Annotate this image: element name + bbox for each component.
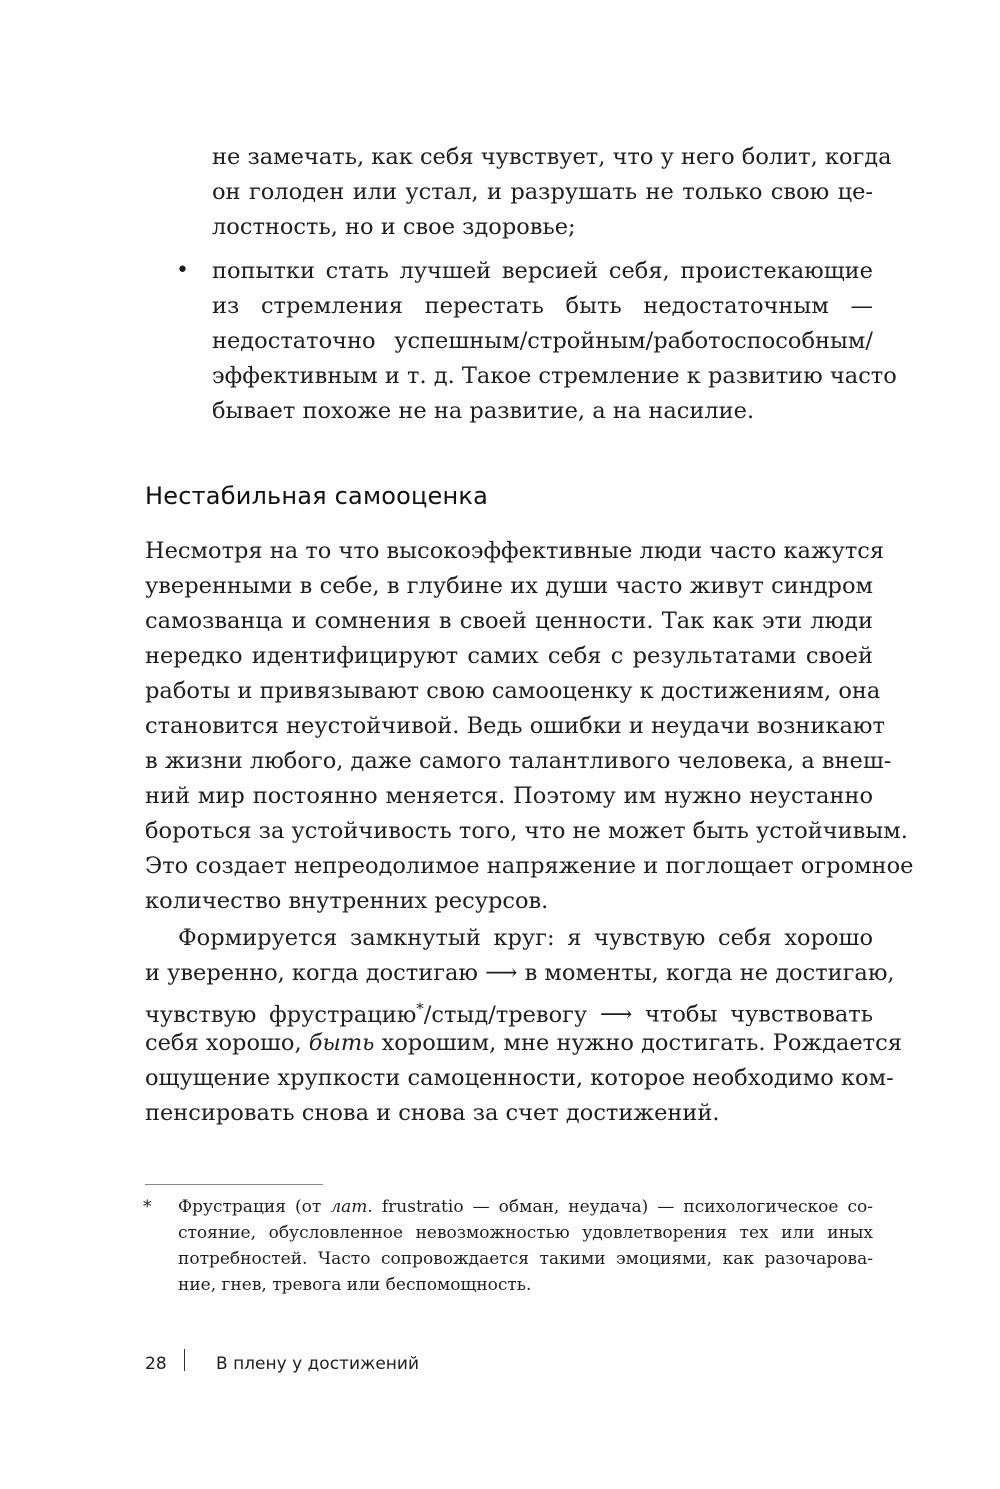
text-run: и уверенно, когда достигаю xyxy=(145,960,478,986)
footnote-line: потребностей. Часто сопровождается такими эмоциями, как разочарова- xyxy=(178,1249,873,1269)
paragraph-line: ощущение хрупкости самоценности, которое необходимо ком- xyxy=(145,1065,894,1091)
section-heading: Нестабильная самооценка xyxy=(145,482,489,510)
paragraph-line: Это создает непреодолимое напряжение и поглощает огромное xyxy=(145,853,914,879)
footnote-marker: * xyxy=(143,1197,152,1217)
page-number: 28 xyxy=(145,1354,167,1374)
paragraph-line: самозванца и сомнения в своей ценности. Так как эти люди xyxy=(145,608,873,634)
footnote-line: стояние, обусловленное невозможностью удовлетворения тех или иных xyxy=(178,1223,873,1243)
footnote-line xyxy=(178,1195,873,1220)
paragraph-line: Несмотря на то что высокоэффективные люди часто кажутся xyxy=(145,538,885,564)
bullet-item-line: эффективным и т. д. Такое стремление к развитию часто xyxy=(212,363,897,389)
text-run: /стыд/тревогу xyxy=(423,1001,588,1028)
arrow-right-icon: ⟶ xyxy=(485,960,518,986)
paragraph-line: количество внутренних ресурсов. xyxy=(145,888,549,914)
paragraph-line xyxy=(145,1028,902,1058)
running-title: В плену у достижений xyxy=(216,1354,419,1374)
bullet-item-line: бывает похоже не на развитие, а на насилие. xyxy=(212,398,755,424)
text-run: чувствую фрустрацию xyxy=(145,1001,417,1028)
paragraph-line: Формируется замкнутый круг: я чувствую себя хорошо xyxy=(178,925,873,951)
emphasis: быть xyxy=(308,1030,375,1056)
footnote-reference: * xyxy=(416,999,424,1017)
text-run: себя хорошо, xyxy=(145,1030,309,1056)
paragraph-line: пенсировать снова и снова за счет достижений. xyxy=(145,1100,720,1126)
bullet-item-line: из стремления перестать быть недостаточным — xyxy=(212,293,873,319)
text-run: чтобы чувствовать xyxy=(645,1001,873,1028)
paragraph-line xyxy=(145,958,895,988)
paragraph-line: нередко идентифицируют самих себя с результатами своей xyxy=(145,643,873,669)
text-run xyxy=(145,999,588,1028)
bullet-icon: • xyxy=(176,258,189,283)
emphasis: лат. xyxy=(330,1197,373,1217)
footnote-line: ние, гнев, тревога или беспомощность. xyxy=(178,1275,532,1295)
paragraph-line: работы и привязывают свою самооценку к достижениям, она xyxy=(145,678,881,704)
bullet-item-line: попытки стать лучшей версией себя, проистекающие xyxy=(212,258,873,284)
paragraph-line: становится неустойчивой. Ведь ошибки и неудачи возникают xyxy=(145,713,885,739)
bullet-item-line: недостаточно успешным/стройным/работоспособным/ xyxy=(212,328,873,354)
text-run: Фрустрация (от xyxy=(178,1197,331,1217)
paragraph-line: бороться за устойчивость того, что не может быть устойчивым. xyxy=(145,818,908,844)
paragraph-line: ний мир постоянно меняется. Поэтому им нужно неустанно xyxy=(145,783,873,809)
body-line: он голоден или устал, и разрушать не только свою це- xyxy=(212,179,873,205)
paragraph-line: уверенными в себе, в глубине их души часто живут синдром xyxy=(145,573,873,599)
paragraph-line xyxy=(145,993,873,1030)
footer-separator xyxy=(184,1349,185,1371)
body-line: не замечать, как себя чувствует, что у него болит, когда xyxy=(212,144,892,170)
paragraph-line: в жизни любого, даже самого талантливого человека, а внеш- xyxy=(145,748,892,774)
text-run: хорошим, мне нужно достигать. Рождается xyxy=(374,1030,902,1056)
arrow-right-icon: ⟶ xyxy=(599,1001,633,1028)
body-line: лостность, но и свое здоровье; xyxy=(212,214,576,240)
text-run: в моменты, когда не достигаю, xyxy=(524,960,895,986)
text-run: frustratio — обман, неудача) — психологическое со- xyxy=(372,1197,873,1217)
footnote-divider xyxy=(145,1184,323,1185)
